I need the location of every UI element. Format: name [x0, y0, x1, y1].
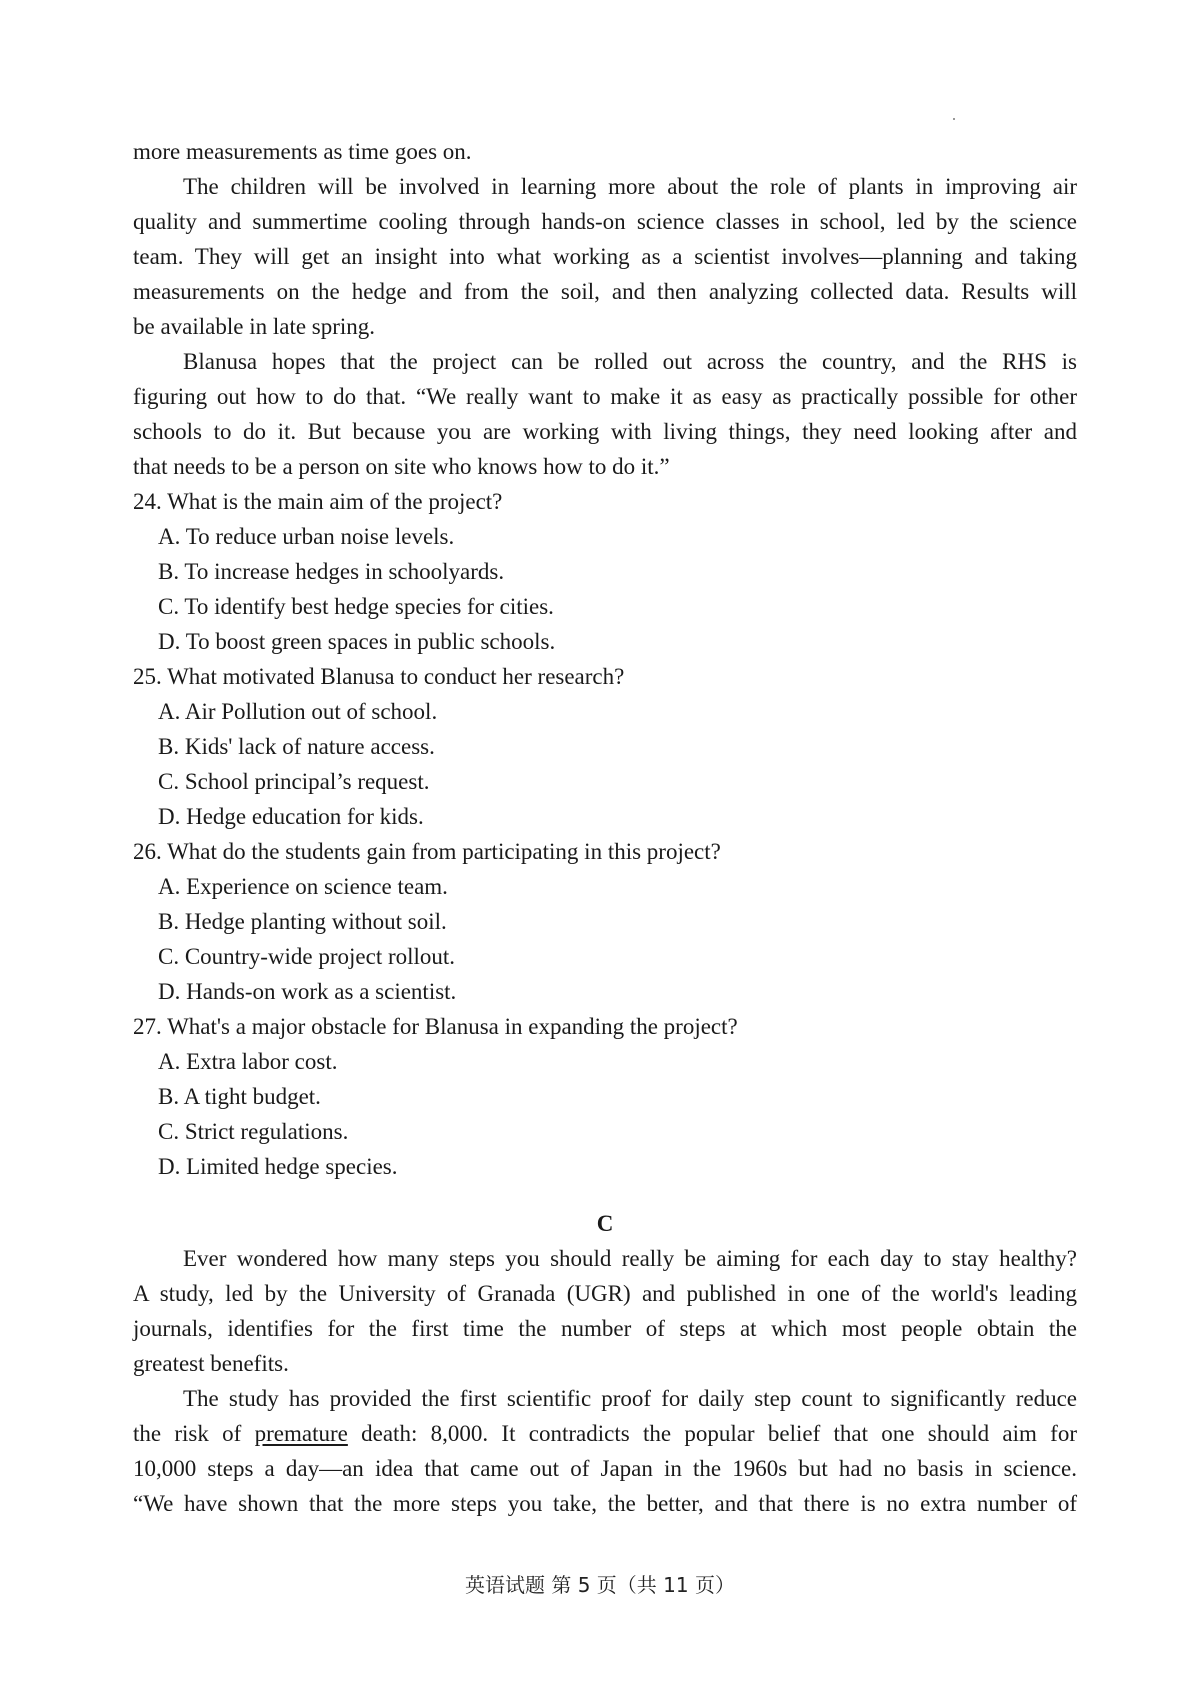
- answer-option-c[interactable]: C. Strict regulations.: [158, 1119, 349, 1144]
- question-25: [133, 659, 1077, 834]
- answer-option-b[interactable]: B. A tight budget.: [158, 1084, 321, 1109]
- passage-c-paragraph-2: [133, 1381, 1077, 1521]
- paragraph-line: measurements on the hedge and from the soil, and then analyzing collected data. Results will: [133, 279, 1077, 304]
- paragraph-line: A study, led by the University of Granada (UGR) and published in one of the world's leading: [133, 1281, 1077, 1306]
- paragraph-line: quality and summertime cooling through hands-on science classes in school, led by the science: [133, 209, 1077, 234]
- paragraph-line: that needs to be a person on site who knows how to do it.”: [133, 454, 670, 479]
- question-stem: 26. What do the students gain from participating in this project?: [133, 839, 721, 864]
- paragraph-line: 10,000 steps a day—an idea that came out of Japan in the 1960s but had no basis in science.: [133, 1456, 1077, 1481]
- paragraph-line: Ever wondered how many steps you should really be aiming for each day to stay healthy?: [183, 1246, 1077, 1271]
- paragraph-line: greatest benefits.: [133, 1351, 289, 1376]
- answer-option-a[interactable]: A. Air Pollution out of school.: [158, 699, 438, 724]
- passage-c-paragraph-1: [133, 1241, 1077, 1381]
- answer-option-c[interactable]: C. To identify best hedge species for cities.: [158, 594, 554, 619]
- paragraph-line: schools to do it. But because you are working with living things, they need looking after and: [133, 419, 1077, 444]
- answer-option-b[interactable]: B. To increase hedges in schoolyards.: [158, 559, 505, 584]
- text-segment: the risk of: [133, 1421, 255, 1446]
- paragraph-line: journals, identifies for the first time the number of steps at which most people obtain the: [133, 1316, 1077, 1341]
- answer-option-d[interactable]: D. Limited hedge species.: [158, 1154, 398, 1179]
- question-stem: 24. What is the main aim of the project?: [133, 489, 503, 514]
- page-content: [133, 134, 1077, 1521]
- answer-option-a[interactable]: A. Experience on science team.: [158, 874, 448, 899]
- answer-option-a[interactable]: A. To reduce urban noise levels.: [158, 524, 455, 549]
- question-27: [133, 1009, 1077, 1184]
- section-title: C: [596, 1211, 614, 1236]
- answer-option-d[interactable]: D. Hands-on work as a scientist.: [158, 979, 457, 1004]
- paragraph-line: [133, 1416, 1077, 1451]
- answer-option-d[interactable]: D. To boost green spaces in public schools.: [158, 629, 556, 654]
- question-24: [133, 484, 1077, 659]
- scan-speck: [953, 118, 955, 120]
- answer-option-d[interactable]: D. Hedge education for kids.: [158, 804, 424, 829]
- paragraph-line: The study has provided the first scientific proof for daily step count to significantly reduce: [183, 1386, 1077, 1411]
- page-footer: 英语试题 第 5 页（共 11 页）: [465, 1573, 735, 1597]
- passage-b-paragraph-2: [133, 344, 1077, 484]
- passage-b-line: more measurements as time goes on.: [133, 139, 472, 164]
- paragraph-line: team. They will get an insight into what working as a scientist involves—planning and taking: [133, 244, 1077, 269]
- paragraph-line: figuring out how to do that. “We really want to make it as easy as practically possible for other: [133, 384, 1077, 409]
- question-26: [133, 834, 1077, 1009]
- text-segment: death: 8,000. It contradicts the popular belief that one should aim for: [347, 1421, 1077, 1446]
- paragraph-line: The children will be involved in learning more about the role of plants in improving air: [183, 174, 1077, 199]
- paragraph-line: Blanusa hopes that the project can be rolled out across the country, and the RHS is: [183, 349, 1077, 374]
- answer-option-c[interactable]: C. Country-wide project rollout.: [158, 944, 456, 969]
- answer-option-b[interactable]: B. Kids' lack of nature access.: [158, 734, 435, 759]
- answer-option-c[interactable]: C. School principal’s request.: [158, 769, 430, 794]
- passage-b-paragraph-1: [133, 169, 1077, 344]
- answer-option-a[interactable]: A. Extra labor cost.: [158, 1049, 338, 1074]
- question-stem: 27. What's a major obstacle for Blanusa in expanding the project?: [133, 1014, 738, 1039]
- underlined-word: premature: [254, 1421, 348, 1446]
- question-stem: 25. What motivated Blanusa to conduct her research?: [133, 664, 625, 689]
- answer-option-b[interactable]: B. Hedge planting without soil.: [158, 909, 447, 934]
- paragraph-line: be available in late spring.: [133, 314, 376, 339]
- paragraph-line: “We have shown that the more steps you take, the better, and that there is no extra number of: [133, 1491, 1077, 1516]
